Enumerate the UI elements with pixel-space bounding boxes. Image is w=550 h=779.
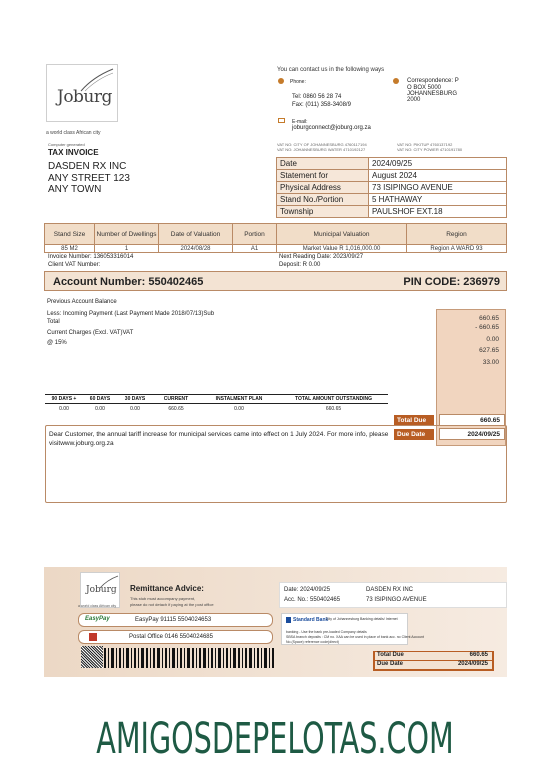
detail-label: Stand No./Portion xyxy=(277,194,369,206)
bank-note-2: SBSA branch deposits : CM no. XAA can be used in place of bank acc. no Client Account xyxy=(286,635,424,639)
detail-row xyxy=(277,158,507,170)
col-dwellings: Number of Dwellings xyxy=(95,224,159,245)
detail-value: PAULSHOF EXT.18 xyxy=(369,206,507,218)
cell-dwellings: 1 xyxy=(95,245,159,253)
amount-value: 0.00 xyxy=(486,336,499,343)
postoffice-icon xyxy=(89,633,97,641)
address-line-2: ANY STREET 123 xyxy=(48,173,130,184)
bank-note-1: banking - Use the bank pre-loaded Company details xyxy=(286,630,367,634)
col-30-days: 30 DAYS xyxy=(117,395,153,404)
balance-line: Current Charges (Excl. VAT)VAT xyxy=(47,330,134,336)
remittance-address: 73 ISIPINGO AVENUE xyxy=(366,597,427,603)
remittance-acc-no: Acc. No.: 550402465 xyxy=(284,597,341,603)
remittance-address-box xyxy=(279,582,507,608)
aging-value: 0.00 xyxy=(234,406,244,412)
col-instalment-plan: INSTALMENT PLAN xyxy=(199,395,279,404)
col-portion: Portion xyxy=(233,224,277,245)
amount-value: - 660.65 xyxy=(475,324,499,331)
due-date-value: 2024/09/25 xyxy=(439,428,505,440)
cell-region: Region A WARD 93 xyxy=(407,245,507,253)
col-municipal-valuation: Municipal Valuation xyxy=(277,224,407,245)
postoffice-row xyxy=(78,630,273,644)
account-number: Account Number: 550402465 xyxy=(53,276,204,288)
remittance-name: DASDEN RX INC xyxy=(366,587,414,593)
bank-details xyxy=(281,613,424,645)
vat-right-1: VAT NO: PIKITUP 4760137192 xyxy=(397,142,453,147)
remittance-note-2: please do not detach if paying at the post office xyxy=(130,602,214,607)
col-valuation-date: Date of Valuation xyxy=(159,224,233,245)
next-reading: Next Reading Date: 2023/09/27 xyxy=(279,254,364,260)
correspondence-label: Correspondence: P xyxy=(407,78,459,84)
bank-note-3: No.(Space) reference code(direct) xyxy=(286,640,339,644)
stand-table xyxy=(44,223,507,253)
remittance-note-1: This stub must accompany payment, xyxy=(130,596,196,601)
vat-line-2: VAT NO: JOHANNESBURG WATER 4710192127 xyxy=(277,147,366,152)
amount-value: 627.65 xyxy=(479,347,499,354)
col-current: CURRENT xyxy=(153,395,199,404)
bank-name: Standard Bank xyxy=(293,617,329,623)
detail-row xyxy=(277,206,507,218)
aging-value: 0.00 xyxy=(59,406,69,412)
col-region: Region xyxy=(407,224,507,245)
invoice-number: Invoice Number: 136053316014 xyxy=(48,254,134,260)
col-60-days: 60 DAYS xyxy=(83,395,117,404)
remit-total-due-label: Total Due xyxy=(377,652,404,658)
vat-line-1: VAT NO: CITY OF JOHANNESBURG 4760117194 xyxy=(277,142,367,147)
detail-value: August 2024 xyxy=(369,170,507,182)
pin-code: PIN CODE: 236979 xyxy=(403,276,500,288)
detail-label: Statement for xyxy=(277,170,369,182)
remit-due-date-label: Due Date xyxy=(377,661,404,667)
col-90-days: 90 DAYS + xyxy=(45,395,83,404)
col-total-outstanding: TOTAL AMOUNT OUTSTANDING xyxy=(279,395,388,404)
standard-bank-icon xyxy=(286,617,291,623)
contact-intro: You can contact us in the following ways xyxy=(277,67,385,73)
amount-value: 660.65 xyxy=(479,315,499,322)
tax-invoice-title: TAX INVOICE xyxy=(48,148,99,157)
remittance-logo-text: Joburg xyxy=(86,585,117,595)
phone-label: Phone: xyxy=(290,79,306,85)
table-row xyxy=(45,404,388,413)
deposit: Deposit: R 0.00 xyxy=(279,262,321,268)
remittance-totals xyxy=(373,651,494,671)
vat-right-2: VAT NO: CITY POWER 4710191780 xyxy=(397,147,463,152)
table-row xyxy=(45,245,507,253)
easypay-row xyxy=(78,613,273,627)
qr-code-icon xyxy=(81,646,103,668)
remittance-logo xyxy=(80,572,120,608)
col-stand-size: Stand Size xyxy=(45,224,95,245)
remittance-title: Remittance Advice: xyxy=(130,584,204,593)
account-bar xyxy=(44,271,507,291)
email-value[interactable]: joburgconnect@joburg.org.za xyxy=(292,125,371,131)
address-line-3: ANY TOWN xyxy=(48,184,102,195)
aging-value: 660.65 xyxy=(168,406,184,412)
due-date-label: Due Date xyxy=(394,429,434,440)
easypay-logo: EasyPay xyxy=(85,616,110,622)
message-text: Dear Customer, the annual tariff increase for municipal services came into effect on 1 July 2024. For more info, please visitwww.joburg.org.za xyxy=(49,431,389,447)
correspondence-line-3: 2000 xyxy=(407,97,421,103)
client-vat: Client VAT Number: xyxy=(48,262,101,268)
detail-label: Physical Address xyxy=(277,182,369,194)
email-label: E-mail: xyxy=(292,119,308,125)
phone-tel: Tel: 0860 56 28 74 xyxy=(292,94,342,100)
joburg-logo xyxy=(46,64,118,122)
remittance-tagline: a world class African city xyxy=(78,604,117,608)
cell-municipal-valuation: Market Value R 1,016,000.00 xyxy=(277,245,407,253)
mail-icon xyxy=(393,78,399,84)
cell-stand-size: 85 M2 xyxy=(45,245,95,253)
bank-city: City of Johannesburg Banking details/ Internet xyxy=(326,617,398,621)
aging-value: 0.00 xyxy=(95,406,105,412)
remittance-date: Date: 2024/09/25 xyxy=(284,587,331,593)
aging-value: 660.65 xyxy=(325,406,342,412)
phone-icon xyxy=(278,78,284,84)
detail-value: 73 ISIPINGO AVENUE xyxy=(369,182,507,194)
total-due-label: Total Due xyxy=(394,415,434,426)
balance-line: Total xyxy=(47,319,60,325)
logo-text: Joburg xyxy=(57,87,112,107)
correspondence-line-1: O BOX 5000 xyxy=(407,85,442,91)
barcode-icon xyxy=(104,648,276,668)
postoffice-ref: Postal Office 0146 5504024685 xyxy=(129,634,213,640)
detail-value: 2024/09/25 xyxy=(369,158,507,170)
balance-line: @ 15% xyxy=(47,340,67,346)
details-table xyxy=(276,157,507,218)
detail-label: Date xyxy=(277,158,369,170)
phone-fax: Fax: (011) 358-3408/9 xyxy=(292,102,351,108)
detail-row xyxy=(277,194,507,206)
detail-row xyxy=(277,170,507,182)
balance-line: Less: Incoming Payment (Last Payment Made 2018/07/13)Sub xyxy=(47,311,215,317)
tagline: a world class African city xyxy=(46,130,101,136)
cell-portion: A1 xyxy=(233,245,277,253)
detail-value: 5 HATHAWAY xyxy=(369,194,507,206)
detail-row xyxy=(277,182,507,194)
detail-label: Township xyxy=(277,206,369,218)
remit-due-date-value: 2024/09/25 xyxy=(457,661,488,667)
remit-total-due-value: 660.65 xyxy=(469,652,488,658)
computer-generated: Computer generated xyxy=(48,142,85,147)
total-due-value: 660.65 xyxy=(439,414,505,426)
aging-table xyxy=(45,394,388,412)
address-line-1: DASDEN RX INC xyxy=(48,161,127,172)
cell-valuation-date: 2024/08/28 xyxy=(159,245,233,253)
correspondence-line-2: JOHANNESBURG xyxy=(407,91,458,97)
aging-value: 0.00 xyxy=(130,406,140,412)
watermark: AMIGOSDEPELOTAS.COM xyxy=(96,714,454,764)
balance-line: Previous Account Balance xyxy=(47,299,117,305)
easypay-ref: EasyPay 91115 5504024653 xyxy=(135,617,212,623)
message-box xyxy=(45,425,507,503)
amount-value: 33.00 xyxy=(482,359,499,366)
email-icon xyxy=(278,118,285,123)
